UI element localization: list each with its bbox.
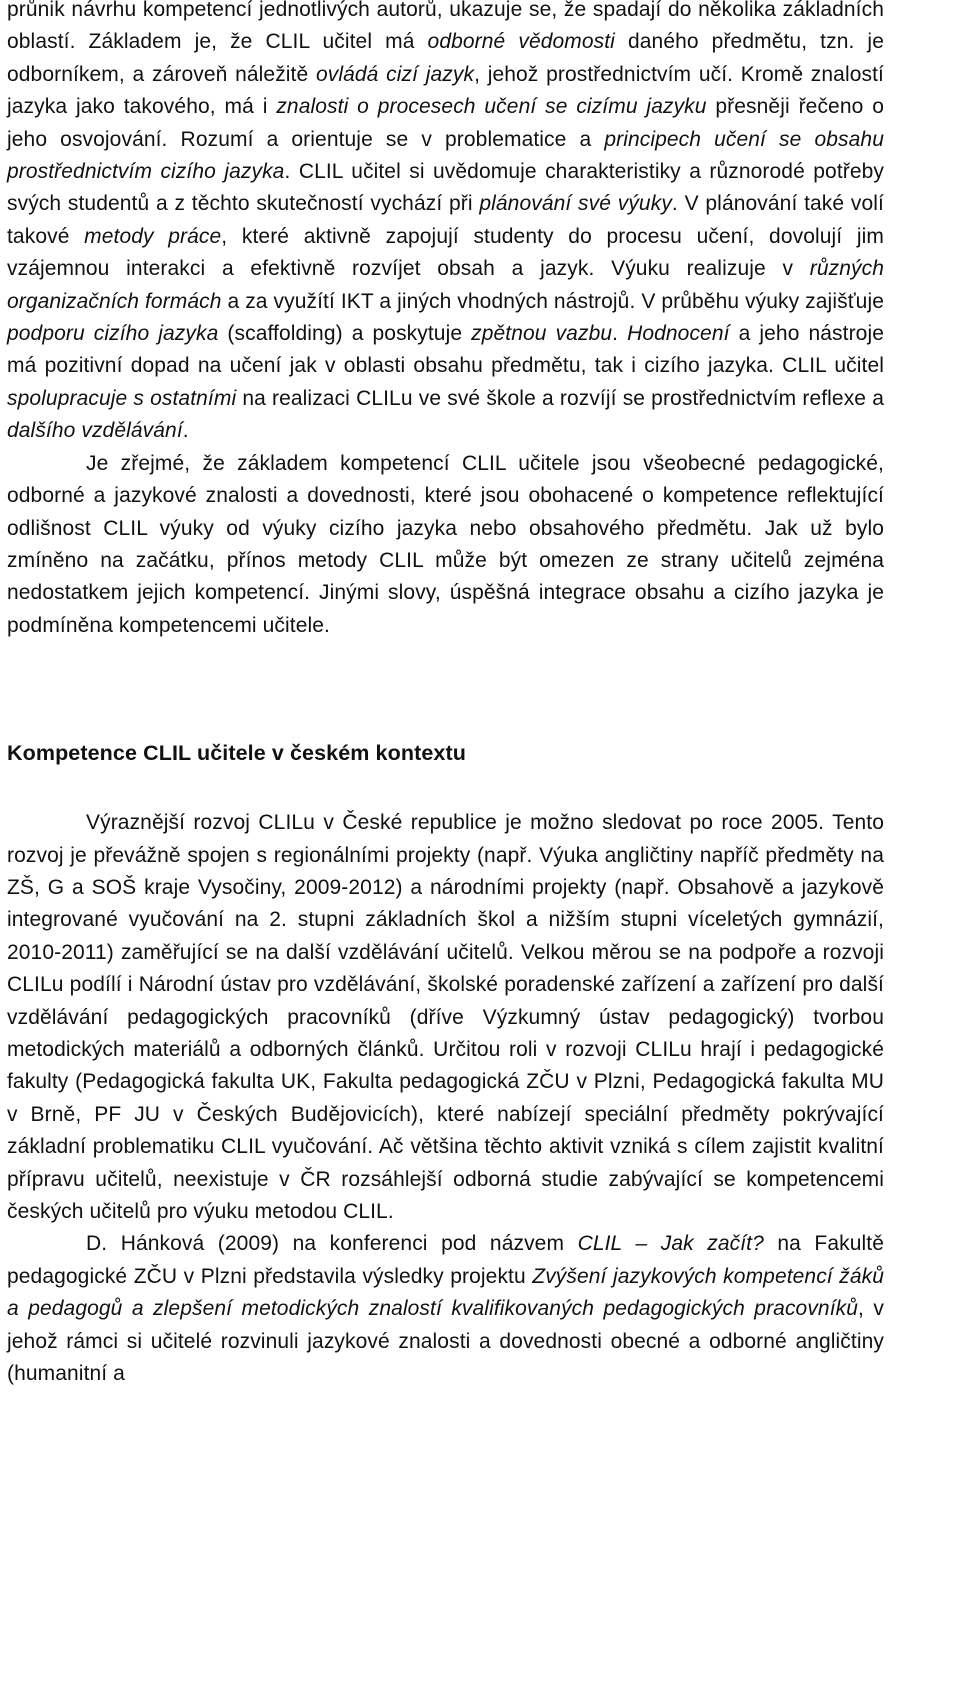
text-run: průnik návrhu kompetencí jednotlivých autorů, ukazuje se, že spadají do několika základních oblastí. Základem je, že CLIL učitel má — [7, 0, 884, 54]
text-run: na Fakultě pedagogické ZČU v Plzni představila výsledky projektu — [7, 1232, 884, 1288]
italic-phrase: plánování své výuky — [479, 192, 672, 216]
text-run: na realizaci CLILu ve své škole a rozvíjí se prostřednictvím reflexe a — [236, 386, 884, 410]
text-run: a za využítí IKT a jiných vhodných nástrojů. V průběhu výuky zajišťuje — [221, 289, 884, 313]
text-run: Výraznější rozvoj CLILu v České republice je možno sledovat po roce 2005. Tento rozvoj je převážně spojen s regionálními projekty (např. Výuka angličtiny napříč předměty na ZŠ, G a SOŠ kraje Vysočiny, 2009-2012) a národními projekty (např. Obsahově a jazykově integrované vyučování na 2. stupni základních škol a nižším stupni víceletých gymnázií, 2010-2011) zaměřující se na další vzdělávání učitelů. Velkou měrou se na podpoře a rozvoji CLILu podílí i Národní ústav pro vzdělávání, školské poradenské zařízení a zařízení pro další vzdělávání pedagogických pracovníků (dříve Výzkumný ústav pedagogický) tvorbou metodických materiálů a odborných článků. Určitou roli v rozvoji CLILu hrají i pedagogické fakulty (Pedagogická fakulta UK, Fakulta pedagogická ZČU v Plzni, Pedagogická fakulta MU v Brně, PF JU v Českých Budějovicích), které nabízejí speciální předměty pokrývající základní problematiku CLIL vyučování. Ač většina těchto aktivit vzniká s cílem zajistit kvalitní přípravu učitelů, neexistuje v ČR rozsáhlejší odborná studie zabývající se kompetencemi českých učitelů pro výuku metodou CLIL. — [7, 811, 884, 1223]
text-run: . V plánování také volí takové — [7, 192, 884, 248]
text-run: . — [182, 419, 189, 443]
paragraph-competence-basis — [7, 448, 884, 642]
section-gap — [7, 642, 884, 737]
italic-phrase: znalosti o procesech učení se cizímu jazyku — [276, 95, 707, 119]
italic-phrase: odborné vědomosti — [427, 30, 615, 54]
text-run: (scaffolding) a poskytuje — [218, 322, 472, 346]
text-run: Je zřejmé, že základem kompetencí CLIL učitele jsou všeobecné pedagogické, odborné a jazykové znalosti a dovednosti, které jsou obohacené o kompetence reflektující odlišnost CLIL výuky od výuky cizího jazyka nebo obsahového předmětu. Jak už bylo zmíněno na začátku, přínos metody CLIL může být omezen ze strany učitelů zejména nedostatkem jejich kompetencí. Jinými slovy, úspěšná integrace obsahu a cizího jazyka je podmíněna kompetencemi učitele. — [7, 451, 884, 637]
section-heading: Kompetence CLIL učitele v českém kontextu — [7, 741, 466, 766]
italic-phrase: CLIL – Jak začít? — [577, 1232, 764, 1256]
text-run: . — [612, 322, 628, 346]
text-run: , jehož prostřednictvím učí. Kromě znalostí jazyka jako takového, má i — [7, 62, 884, 119]
text-run: přesněji řečeno o jeho osvojování. Rozumí a orientuje se v problematice a — [7, 95, 884, 151]
text-run: a jeho nástroje má pozitivní dopad na učení jak v oblasti obsahu předmětu, tak i cizího jazyka. CLIL učitel — [7, 322, 884, 378]
italic-phrase: podporu cizího jazyka — [7, 322, 219, 346]
italic-phrase: různých organizačních formách — [7, 257, 884, 313]
document-page — [7, 0, 884, 1390]
paragraph-hankova-project — [7, 1228, 884, 1390]
italic-phrase: spolupracuje s ostatními — [7, 386, 237, 410]
italic-phrase: zpětnou vazbu — [471, 322, 613, 346]
italic-phrase: metody práce — [84, 224, 222, 248]
paragraph-czech-context — [7, 807, 884, 1228]
italic-phrase: Hodnocení — [627, 322, 730, 346]
text-run: , které aktivně zapojují studenty do procesu učení, dovolují jim vzájemnou interakci a efektivně rozvíjet obsah a jazyk. Výuku realizuje v — [7, 224, 884, 281]
italic-phrase: dalšího vzdělávání — [7, 419, 183, 443]
italic-phrase: ovládá cizí jazyk — [315, 62, 475, 86]
text-run: daného předmětu, tzn. je odborníkem, a zároveň náležitě — [7, 30, 884, 86]
text-run: . CLIL učitel si uvědomuje charakteristiky a různorodé potřeby svých studentů a z těchto skutečností vychází při — [7, 160, 885, 216]
paragraph-teacher-competences — [7, 0, 884, 448]
text-run: , v jehož rámci si učitelé rozvinuli jazykové znalosti a dovednosti obecné a odborné angličtiny (humanitní a — [7, 1297, 884, 1386]
italic-phrase: Zvýšení jazykových kompetencí žáků a pedagogů a zlepšení metodických znalostí kvalifikovaných pedagogických pracovníků — [7, 1264, 885, 1321]
heading-gap — [7, 769, 884, 807]
text-run: D. Hánková (2009) na konferenci pod názvem — [86, 1232, 578, 1256]
italic-phrase: principech učení se obsahu prostřednictvím cizího jazyka — [7, 127, 884, 184]
